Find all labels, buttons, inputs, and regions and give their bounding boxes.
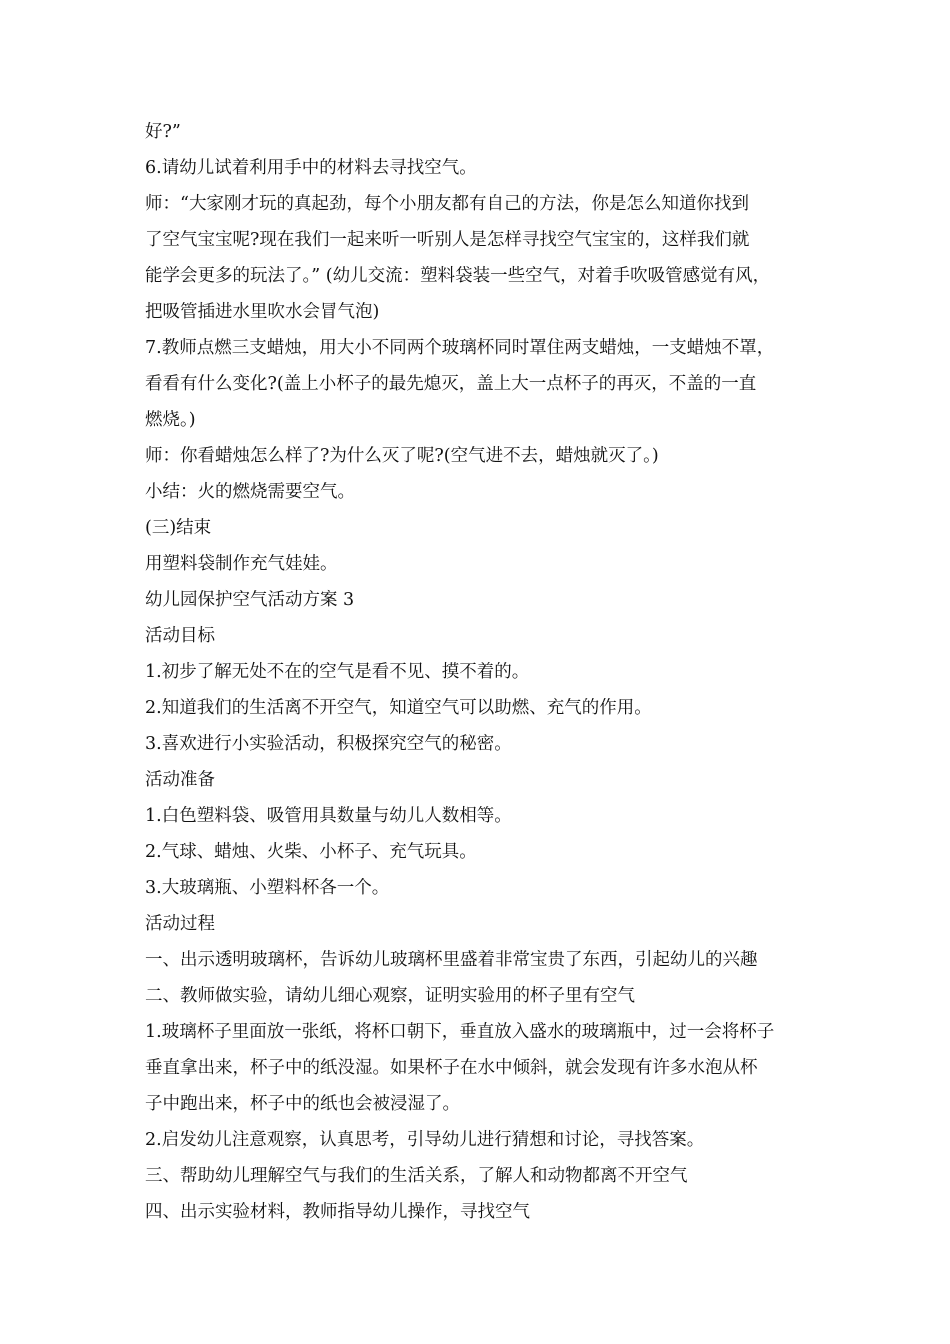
- text-line-29: 2.启发幼儿注意观察，认真思考，引导幼儿进行猜想和讨论，寻找答案。: [145, 1130, 705, 1150]
- document-body: [145, 114, 817, 1230]
- text-line-11: 小结：火的燃烧需要空气。: [145, 482, 355, 502]
- text-line-22: 3.大玻璃瓶、小塑料杯各一个。: [145, 878, 390, 898]
- text-line-21: 2.气球、蜡烛、火柴、小杯子、充气玩具。: [145, 842, 477, 862]
- text-line-27: 垂直拿出来，杯子中的纸没湿。如果杯子在水中倾斜，就会发现有许多水泡从杯: [145, 1058, 758, 1078]
- text-line-10: 师：你看蜡烛怎么样了?为什么灭了呢?(空气进不去，蜡烛就灭了。): [145, 446, 659, 466]
- text-line-20: 1.白色塑料袋、吸管用具数量与幼儿人数相等。: [145, 806, 512, 826]
- text-line-25: 二、教师做实验，请幼儿细心观察，证明实验用的杯子里有空气: [145, 986, 635, 1006]
- text-line-26: 1.玻璃杯子里面放一张纸，将杯口朝下，垂直放入盛水的玻璃瓶中，过一会将杯子: [145, 1022, 775, 1042]
- text-line-1: 好?”: [145, 122, 181, 142]
- text-line-12: (三)结束: [145, 518, 212, 538]
- text-line-7: 7.教师点燃三支蜡烛，用大小不同两个玻璃杯同时罩住两支蜡烛，一支蜡烛不罩，: [145, 338, 775, 358]
- text-line-8: 看看有什么变化?(盖上小杯子的最先熄灭，盖上大一点杯子的再灭，不盖的一直: [145, 374, 757, 394]
- text-line-24: 一、出示透明玻璃杯，告诉幼儿玻璃杯里盛着非常宝贵了东西，引起幼儿的兴趣: [145, 950, 758, 970]
- text-line-5: 能学会更多的玩法了。” (幼儿交流：塑料袋装一些空气，对着手吹吸管感觉有风，: [145, 266, 771, 286]
- text-line-6: 把吸管插进水里吹水会冒气泡): [145, 302, 380, 322]
- section-title: 幼儿园保护空气活动方案 3: [145, 590, 355, 610]
- text-line-2: 6.请幼儿试着利用手中的材料去寻找空气。: [145, 158, 477, 178]
- text-line-13: 用塑料袋制作充气娃娃。: [145, 554, 338, 574]
- text-line-18: 3.喜欢进行小实验活动，积极探究空气的秘密。: [145, 734, 512, 754]
- text-line-17: 2.知道我们的生活离不开空气，知道空气可以助燃、充气的作用。: [145, 698, 652, 718]
- text-line-4: 了空气宝宝呢?现在我们一起来听一听别人是怎样寻找空气宝宝的，这样我们就: [145, 230, 750, 250]
- text-line-28: 子中跑出来，杯子中的纸也会被浸湿了。: [145, 1094, 460, 1114]
- heading-preparation: 活动准备: [145, 770, 215, 790]
- heading-process: 活动过程: [145, 914, 215, 934]
- text-line-9: 燃烧。): [145, 410, 196, 430]
- text-line-31: 四、出示实验材料，教师指导幼儿操作，寻找空气: [145, 1202, 530, 1222]
- heading-objectives: 活动目标: [145, 626, 215, 646]
- text-line-3: 师：“大家刚才玩的真起劲，每个小朋友都有自己的方法，你是怎么知道你找到: [145, 194, 749, 214]
- text-line-30: 三、帮助幼儿理解空气与我们的生活关系，了解人和动物都离不开空气: [145, 1166, 688, 1186]
- text-line-16: 1.初步了解无处不在的空气是看不见、摸不着的。: [145, 662, 530, 682]
